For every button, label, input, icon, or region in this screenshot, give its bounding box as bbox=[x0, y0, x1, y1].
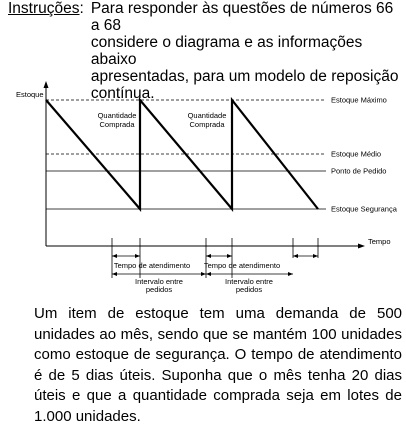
qty-label-2-line2: Comprada bbox=[189, 120, 225, 129]
inventory-diagram bbox=[0, 78, 406, 300]
lead-time-label-1: Tempo de atendimento bbox=[113, 261, 191, 270]
label-estoque-medio: Estoque Médio bbox=[331, 149, 382, 159]
interval-arrow bbox=[112, 272, 117, 276]
qty-label-2-line1: Quantidade bbox=[187, 111, 227, 120]
instructions-line: considere o diagrama e as informações abaixo bbox=[90, 34, 363, 68]
instructions-line: contínua. bbox=[90, 85, 155, 102]
y-axis-arrow bbox=[44, 81, 49, 88]
x-axis-label: Tempo bbox=[368, 237, 391, 246]
interval-label-2-line2: pedidos bbox=[235, 285, 263, 294]
inventory-sawtooth bbox=[46, 100, 318, 209]
lead-time-arrow bbox=[227, 254, 232, 258]
x-axis-arrow bbox=[358, 244, 365, 249]
instructions-line: Para responder às questões de números 66 a 68 bbox=[90, 0, 394, 34]
instructions-label: Instruções: bbox=[8, 0, 84, 17]
instructions-line: apresentadas, para um modelo de reposição bbox=[90, 68, 399, 85]
interval-arrow bbox=[201, 272, 206, 276]
problem-paragraph: Um item de estoque tem uma demanda de 500 unidades ao mês, sendo que se mantém 100 unidades como estoque de segurança. O tempo de atendimento é de 5 dias úteis. Suponha que o mês tenha 20 dias úteis e que a quantidade comprada seja em lotes de 1.000 unidades. bbox=[34, 305, 402, 425]
inventory-diagram-svg bbox=[0, 78, 406, 300]
lead-time-arrow bbox=[112, 254, 117, 258]
label-estoque-maximo: Estoque Máximo bbox=[331, 95, 387, 105]
qty-label-1-line1: Quantidade bbox=[97, 111, 137, 120]
lead-time-arrow bbox=[293, 254, 298, 258]
lead-time-label-2: Tempo de atendimento bbox=[203, 261, 281, 270]
interval-label-1-line1: Intervalo entre bbox=[135, 277, 183, 286]
label-ponto-de-pedido: Ponto de Pedido bbox=[331, 166, 387, 176]
label-estoque-seguranca: Estoque Segurança bbox=[331, 204, 397, 214]
interval-arrow bbox=[206, 272, 211, 276]
lead-time-arrow bbox=[135, 254, 140, 258]
y-axis-label: Estoque bbox=[16, 90, 44, 99]
lead-time-arrow bbox=[206, 254, 211, 258]
interval-arrow bbox=[288, 272, 293, 276]
lead-time-arrow bbox=[313, 254, 318, 258]
interval-label-1-line2: pedidos bbox=[145, 285, 173, 294]
qty-label-1-line2: Comprada bbox=[99, 120, 135, 129]
interval-label-2-line1: Intervalo entre bbox=[225, 277, 273, 286]
